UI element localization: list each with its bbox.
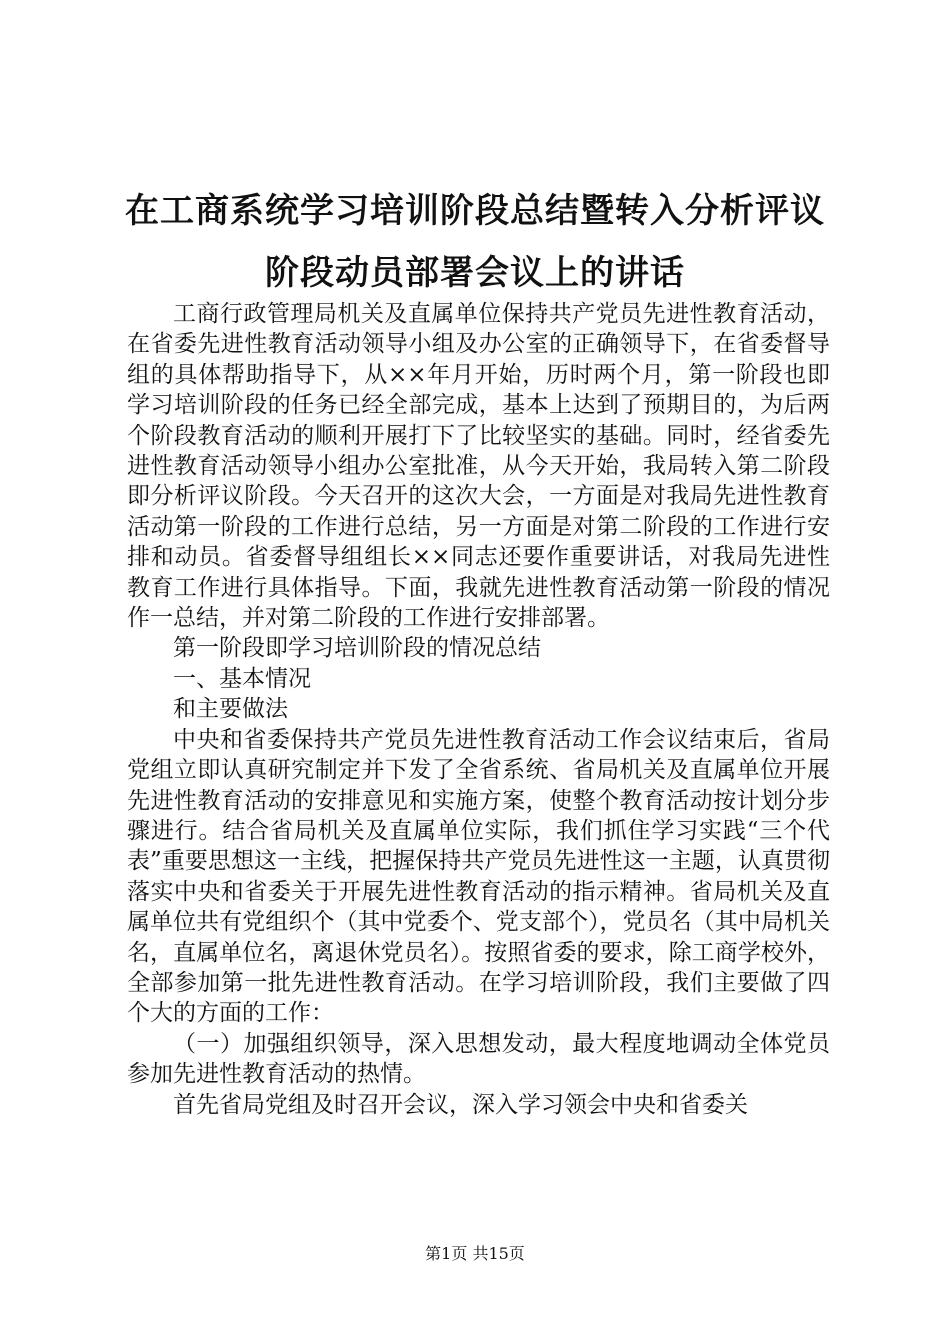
paragraph-overview: 中央和省委保持共产党员先进性教育活动工作会议结束后，省局党组立即认真研究制定并下发了全省系统、省局机关及直属单位开展先进性教育活动的安排意见和实施方案，使整个教育活动按计划分步骤进行。结合省局机关及直属单位实际，我们抓住学习实践“三个代表”重要思想这一主线，把握保持共产党员先进性这一主题，认真贯彻落实中央和省委关于开展先进性教育活动的指示精神。省局机关及直属单位共有党组织个（其中党委个、党支部个），党员名（其中局机关名，直属单位名，离退休党员名）。按照省委的要求，除工商学校外，全部参加第一批先进性教育活动。在学习培训阶段，我们主要做了四个大的方面的工作： (127, 726, 830, 1027)
document-title-line-2: 阶段动员部署会议上的讲话 (265, 253, 685, 293)
section-heading: 第一阶段即学习培训阶段的情况总结 (173, 635, 541, 662)
subsection-heading: 一、基本情况 (173, 665, 311, 692)
paragraph-partial: 首先省局党组及时召开会议，深入学习领会中央和省委关 (173, 1091, 748, 1118)
document-body (127, 299, 830, 1120)
document-title-line-1: 在工商系统学习培训阶段总结暨转入分析评议 (125, 191, 825, 231)
subsection-heading-continued: 和主要做法 (173, 696, 288, 723)
paragraph-intro: 工商行政管理局机关及直属单位保持共产党员先进性教育活动，在省委先进性教育活动领导小组及办公室的正确领导下，在省委督导组的具体帮助指导下，从××年月开始，历时两个月，第一阶段也即学习培训阶段的任务已经全部完成，基本上达到了预期目的，为后两个阶段教育活动的顺利开展打下了比较坚实的基础。同时，经省委先进性教育活动领导小组办公室批准，从今天开始，我局转入第二阶段即分析评议阶段。今天召开的这次大会，一方面是对我局先进性教育活动第一阶段的工作进行总结，另一方面是对第二阶段的工作进行安排和动员。省委督导组组长××同志还要作重要讲话，对我局先进性教育工作进行具体指导。下面，我就先进性教育活动第一阶段的情况作一总结，并对第二阶段的工作进行安排部署。 (127, 301, 830, 632)
page-number-footer: 第1页 共15页 (425, 1244, 525, 1263)
item-heading-1: （一）加强组织领导，深入思想发动，最大程度地调动全体党员参加先进性教育活动的热情。 (127, 1030, 830, 1088)
